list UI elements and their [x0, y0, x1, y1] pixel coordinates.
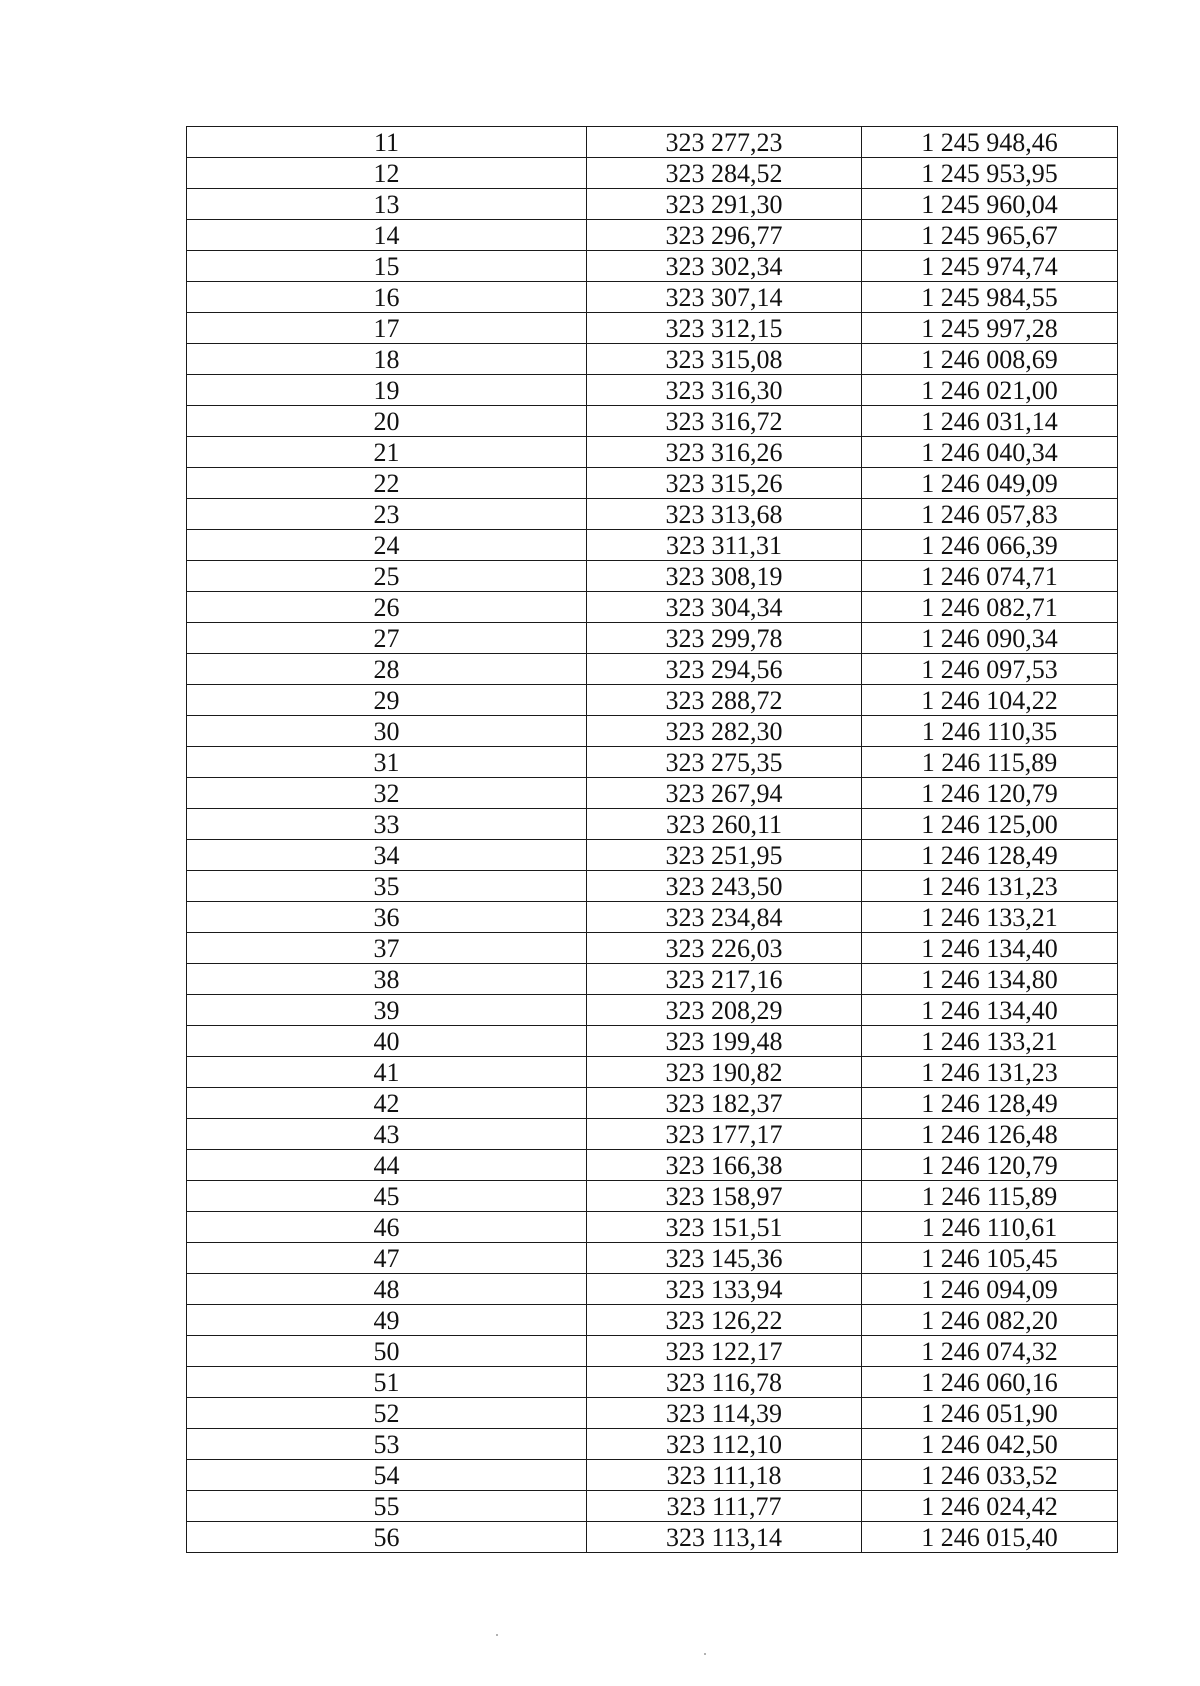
- y-coordinate-cell: 1 246 131,23: [862, 871, 1118, 902]
- y-coordinate-cell: 1 246 110,61: [862, 1212, 1118, 1243]
- x-coordinate-cell: 323 316,30: [587, 375, 862, 406]
- y-coordinate-cell: 1 245 974,74: [862, 251, 1118, 282]
- point-number-cell: 55: [187, 1491, 587, 1522]
- x-coordinate-cell: 323 282,30: [587, 716, 862, 747]
- y-coordinate-cell: 1 245 997,28: [862, 313, 1118, 344]
- table-row: [187, 344, 1118, 375]
- y-coordinate-cell: 1 246 110,35: [862, 716, 1118, 747]
- table-row: [187, 375, 1118, 406]
- x-coordinate-cell: 323 308,19: [587, 561, 862, 592]
- x-coordinate-cell: 323 275,35: [587, 747, 862, 778]
- table-row: [187, 406, 1118, 437]
- x-coordinate-cell: 323 116,78: [587, 1367, 862, 1398]
- table-row: [187, 499, 1118, 530]
- y-coordinate-cell: 1 246 049,09: [862, 468, 1118, 499]
- x-coordinate-cell: 323 111,18: [587, 1460, 862, 1491]
- x-coordinate-cell: 323 226,03: [587, 933, 862, 964]
- y-coordinate-cell: 1 245 984,55: [862, 282, 1118, 313]
- x-coordinate-cell: 323 166,38: [587, 1150, 862, 1181]
- y-coordinate-cell: 1 246 104,22: [862, 685, 1118, 716]
- point-number-cell: 19: [187, 375, 587, 406]
- point-number-cell: 15: [187, 251, 587, 282]
- table-row: [187, 1491, 1118, 1522]
- point-number-cell: 51: [187, 1367, 587, 1398]
- y-coordinate-cell: 1 246 134,80: [862, 964, 1118, 995]
- table-row: [187, 1398, 1118, 1429]
- y-coordinate-cell: 1 246 133,21: [862, 1026, 1118, 1057]
- table-row: [187, 1243, 1118, 1274]
- point-number-cell: 52: [187, 1398, 587, 1429]
- table-row: [187, 561, 1118, 592]
- point-number-cell: 17: [187, 313, 587, 344]
- table-row: [187, 282, 1118, 313]
- y-coordinate-cell: 1 246 097,53: [862, 654, 1118, 685]
- x-coordinate-cell: 323 182,37: [587, 1088, 862, 1119]
- point-number-cell: 26: [187, 592, 587, 623]
- table-row: [187, 592, 1118, 623]
- x-coordinate-cell: 323 313,68: [587, 499, 862, 530]
- point-number-cell: 25: [187, 561, 587, 592]
- table-row: [187, 747, 1118, 778]
- table-row: [187, 1181, 1118, 1212]
- x-coordinate-cell: 323 217,16: [587, 964, 862, 995]
- x-coordinate-cell: 323 312,15: [587, 313, 862, 344]
- scan-speck: [704, 1653, 706, 1655]
- y-coordinate-cell: 1 246 125,00: [862, 809, 1118, 840]
- y-coordinate-cell: 1 246 115,89: [862, 747, 1118, 778]
- table-row: [187, 1367, 1118, 1398]
- x-coordinate-cell: 323 302,34: [587, 251, 862, 282]
- x-coordinate-cell: 323 151,51: [587, 1212, 862, 1243]
- table-row: [187, 127, 1118, 158]
- table-row: [187, 1088, 1118, 1119]
- table-row: [187, 933, 1118, 964]
- point-number-cell: 36: [187, 902, 587, 933]
- x-coordinate-cell: 323 190,82: [587, 1057, 862, 1088]
- point-number-cell: 22: [187, 468, 587, 499]
- y-coordinate-cell: 1 246 105,45: [862, 1243, 1118, 1274]
- y-coordinate-cell: 1 245 965,67: [862, 220, 1118, 251]
- point-number-cell: 29: [187, 685, 587, 716]
- table-row: [187, 840, 1118, 871]
- y-coordinate-cell: 1 246 033,52: [862, 1460, 1118, 1491]
- x-coordinate-cell: 323 243,50: [587, 871, 862, 902]
- point-number-cell: 46: [187, 1212, 587, 1243]
- table-row: [187, 654, 1118, 685]
- y-coordinate-cell: 1 245 948,46: [862, 127, 1118, 158]
- y-coordinate-cell: 1 246 126,48: [862, 1119, 1118, 1150]
- table-row: [187, 1026, 1118, 1057]
- x-coordinate-cell: 323 208,29: [587, 995, 862, 1026]
- y-coordinate-cell: 1 246 134,40: [862, 995, 1118, 1026]
- table-row: [187, 220, 1118, 251]
- x-coordinate-cell: 323 316,72: [587, 406, 862, 437]
- y-coordinate-cell: 1 245 953,95: [862, 158, 1118, 189]
- y-coordinate-cell: 1 246 133,21: [862, 902, 1118, 933]
- coordinates-table: [186, 126, 1118, 1553]
- point-number-cell: 41: [187, 1057, 587, 1088]
- y-coordinate-cell: 1 246 082,71: [862, 592, 1118, 623]
- table-row: [187, 685, 1118, 716]
- x-coordinate-cell: 323 260,11: [587, 809, 862, 840]
- point-number-cell: 47: [187, 1243, 587, 1274]
- point-number-cell: 43: [187, 1119, 587, 1150]
- y-coordinate-cell: 1 246 021,00: [862, 375, 1118, 406]
- y-coordinate-cell: 1 246 134,40: [862, 933, 1118, 964]
- table-row: [187, 189, 1118, 220]
- y-coordinate-cell: 1 246 066,39: [862, 530, 1118, 561]
- table-row: [187, 1057, 1118, 1088]
- point-number-cell: 32: [187, 778, 587, 809]
- point-number-cell: 16: [187, 282, 587, 313]
- x-coordinate-cell: 323 112,10: [587, 1429, 862, 1460]
- table-row: [187, 1336, 1118, 1367]
- point-number-cell: 37: [187, 933, 587, 964]
- point-number-cell: 11: [187, 127, 587, 158]
- point-number-cell: 39: [187, 995, 587, 1026]
- table-row: [187, 1119, 1118, 1150]
- y-coordinate-cell: 1 246 082,20: [862, 1305, 1118, 1336]
- point-number-cell: 14: [187, 220, 587, 251]
- x-coordinate-cell: 323 284,52: [587, 158, 862, 189]
- x-coordinate-cell: 323 111,77: [587, 1491, 862, 1522]
- table-row: [187, 251, 1118, 282]
- table-row: [187, 1150, 1118, 1181]
- point-number-cell: 13: [187, 189, 587, 220]
- x-coordinate-cell: 323 126,22: [587, 1305, 862, 1336]
- y-coordinate-cell: 1 246 128,49: [862, 840, 1118, 871]
- x-coordinate-cell: 323 234,84: [587, 902, 862, 933]
- y-coordinate-cell: 1 246 040,34: [862, 437, 1118, 468]
- x-coordinate-cell: 323 158,97: [587, 1181, 862, 1212]
- y-coordinate-cell: 1 246 094,09: [862, 1274, 1118, 1305]
- table-row: [187, 902, 1118, 933]
- table-row: [187, 530, 1118, 561]
- y-coordinate-cell: 1 246 131,23: [862, 1057, 1118, 1088]
- point-number-cell: 31: [187, 747, 587, 778]
- table-row: [187, 1274, 1118, 1305]
- x-coordinate-cell: 323 307,14: [587, 282, 862, 313]
- point-number-cell: 48: [187, 1274, 587, 1305]
- table-row: [187, 158, 1118, 189]
- x-coordinate-cell: 323 315,08: [587, 344, 862, 375]
- y-coordinate-cell: 1 246 120,79: [862, 1150, 1118, 1181]
- table-row: [187, 1429, 1118, 1460]
- y-coordinate-cell: 1 246 024,42: [862, 1491, 1118, 1522]
- x-coordinate-cell: 323 267,94: [587, 778, 862, 809]
- point-number-cell: 45: [187, 1181, 587, 1212]
- table-row: [187, 437, 1118, 468]
- table-row: [187, 1460, 1118, 1491]
- point-number-cell: 49: [187, 1305, 587, 1336]
- y-coordinate-cell: 1 246 057,83: [862, 499, 1118, 530]
- table-row: [187, 1305, 1118, 1336]
- y-coordinate-cell: 1 246 115,89: [862, 1181, 1118, 1212]
- point-number-cell: 21: [187, 437, 587, 468]
- y-coordinate-cell: 1 246 008,69: [862, 344, 1118, 375]
- table-row: [187, 1522, 1118, 1553]
- scan-speck: [496, 1634, 498, 1636]
- point-number-cell: 50: [187, 1336, 587, 1367]
- table-row: [187, 716, 1118, 747]
- point-number-cell: 33: [187, 809, 587, 840]
- table-row: [187, 1212, 1118, 1243]
- point-number-cell: 56: [187, 1522, 587, 1553]
- point-number-cell: 40: [187, 1026, 587, 1057]
- point-number-cell: 23: [187, 499, 587, 530]
- x-coordinate-cell: 323 316,26: [587, 437, 862, 468]
- y-coordinate-cell: 1 246 120,79: [862, 778, 1118, 809]
- y-coordinate-cell: 1 246 090,34: [862, 623, 1118, 654]
- x-coordinate-cell: 323 315,26: [587, 468, 862, 499]
- x-coordinate-cell: 323 296,77: [587, 220, 862, 251]
- x-coordinate-cell: 323 114,39: [587, 1398, 862, 1429]
- x-coordinate-cell: 323 177,17: [587, 1119, 862, 1150]
- point-number-cell: 12: [187, 158, 587, 189]
- y-coordinate-cell: 1 245 960,04: [862, 189, 1118, 220]
- x-coordinate-cell: 323 145,36: [587, 1243, 862, 1274]
- table-row: [187, 623, 1118, 654]
- x-coordinate-cell: 323 299,78: [587, 623, 862, 654]
- table-row: [187, 778, 1118, 809]
- x-coordinate-cell: 323 294,56: [587, 654, 862, 685]
- x-coordinate-cell: 323 304,34: [587, 592, 862, 623]
- y-coordinate-cell: 1 246 074,32: [862, 1336, 1118, 1367]
- x-coordinate-cell: 323 291,30: [587, 189, 862, 220]
- y-coordinate-cell: 1 246 042,50: [862, 1429, 1118, 1460]
- x-coordinate-cell: 323 288,72: [587, 685, 862, 716]
- point-number-cell: 38: [187, 964, 587, 995]
- point-number-cell: 53: [187, 1429, 587, 1460]
- x-coordinate-cell: 323 113,14: [587, 1522, 862, 1553]
- x-coordinate-cell: 323 133,94: [587, 1274, 862, 1305]
- point-number-cell: 27: [187, 623, 587, 654]
- table-row: [187, 313, 1118, 344]
- table-row: [187, 468, 1118, 499]
- point-number-cell: 20: [187, 406, 587, 437]
- y-coordinate-cell: 1 246 051,90: [862, 1398, 1118, 1429]
- point-number-cell: 24: [187, 530, 587, 561]
- x-coordinate-cell: 323 122,17: [587, 1336, 862, 1367]
- table-row: [187, 809, 1118, 840]
- point-number-cell: 54: [187, 1460, 587, 1491]
- point-number-cell: 42: [187, 1088, 587, 1119]
- coordinates-table-body: [187, 127, 1118, 1553]
- y-coordinate-cell: 1 246 031,14: [862, 406, 1118, 437]
- point-number-cell: 34: [187, 840, 587, 871]
- y-coordinate-cell: 1 246 128,49: [862, 1088, 1118, 1119]
- x-coordinate-cell: 323 251,95: [587, 840, 862, 871]
- y-coordinate-cell: 1 246 074,71: [862, 561, 1118, 592]
- point-number-cell: 35: [187, 871, 587, 902]
- y-coordinate-cell: 1 246 015,40: [862, 1522, 1118, 1553]
- x-coordinate-cell: 323 199,48: [587, 1026, 862, 1057]
- table-row: [187, 964, 1118, 995]
- point-number-cell: 44: [187, 1150, 587, 1181]
- point-number-cell: 28: [187, 654, 587, 685]
- point-number-cell: 18: [187, 344, 587, 375]
- x-coordinate-cell: 323 311,31: [587, 530, 862, 561]
- x-coordinate-cell: 323 277,23: [587, 127, 862, 158]
- y-coordinate-cell: 1 246 060,16: [862, 1367, 1118, 1398]
- point-number-cell: 30: [187, 716, 587, 747]
- table-row: [187, 871, 1118, 902]
- table-row: [187, 995, 1118, 1026]
